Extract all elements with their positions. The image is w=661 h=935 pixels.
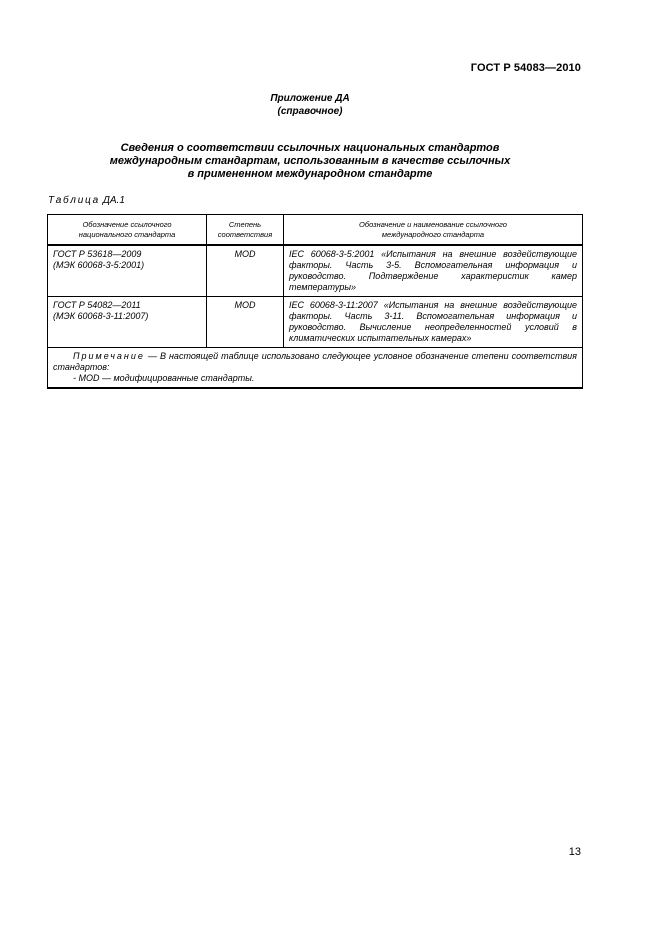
table-row [48,245,583,297]
section-title-line-3: в примененном международном стандарте [187,168,433,180]
cell-international-standard: IEC 60068-3-11:2007 «Испытания на внешние воздействующие факторы. Часть 3-11. Вспомогательная информация и руководство. Вычисление неопределенностей условий в климатических испытательных камерах» [284,297,583,348]
appendix-subtitle: (справочное) [277,106,343,117]
header-international-standard: Обозначение и наименование ссылочного международного стандарта [284,215,583,246]
correspondence-table [47,214,583,389]
cell-national-standard: ГОСТ Р 53618—2009 (МЭК 60068-3-5:2001) [48,245,207,297]
table-note-row [48,348,583,389]
table-caption-word: Таблица [48,195,101,206]
cell-national-standard: ГОСТ Р 54082—2011 (МЭК 60068-3-11:2007) [48,297,207,348]
note-text: В настоящей таблице использовано следующее условное обозначение степени соответствия стандартов: [53,351,577,372]
document-code: ГОСТ Р 54083—2010 [470,62,581,74]
table-row [48,297,583,348]
cell-degree: MOD [207,245,284,297]
table-caption [48,195,125,206]
cell-degree: MOD [207,297,284,348]
table-header-row [48,215,583,246]
cell-international-standard: IEC 60068-3-5:2001 «Испытания на внешние воздействующие факторы. Часть 3-5. Вспомогательная информация и руководство. Подтверждение характеристик камер температуры» [284,245,583,297]
note-item: - MOD — модифицированные стандарты. [73,373,255,383]
note-dash: — [147,351,157,361]
table-note [48,348,583,389]
appendix-title: Приложение ДА [270,93,350,104]
note-label: Примечание [73,351,145,361]
header-national-standard: Обозначение ссылочного национального стандарта [48,215,207,246]
section-title [80,142,540,181]
section-title-line-1: Сведения о соответствии ссылочных национальных стандартов [120,142,500,154]
table-caption-number: ДА.1 [102,195,125,206]
page-number: 13 [568,846,581,858]
appendix-heading [0,92,620,118]
header-degree: Степень соответствия [207,215,284,246]
section-title-line-2: международным стандартам, использованным в качестве ссылочных [109,155,511,167]
